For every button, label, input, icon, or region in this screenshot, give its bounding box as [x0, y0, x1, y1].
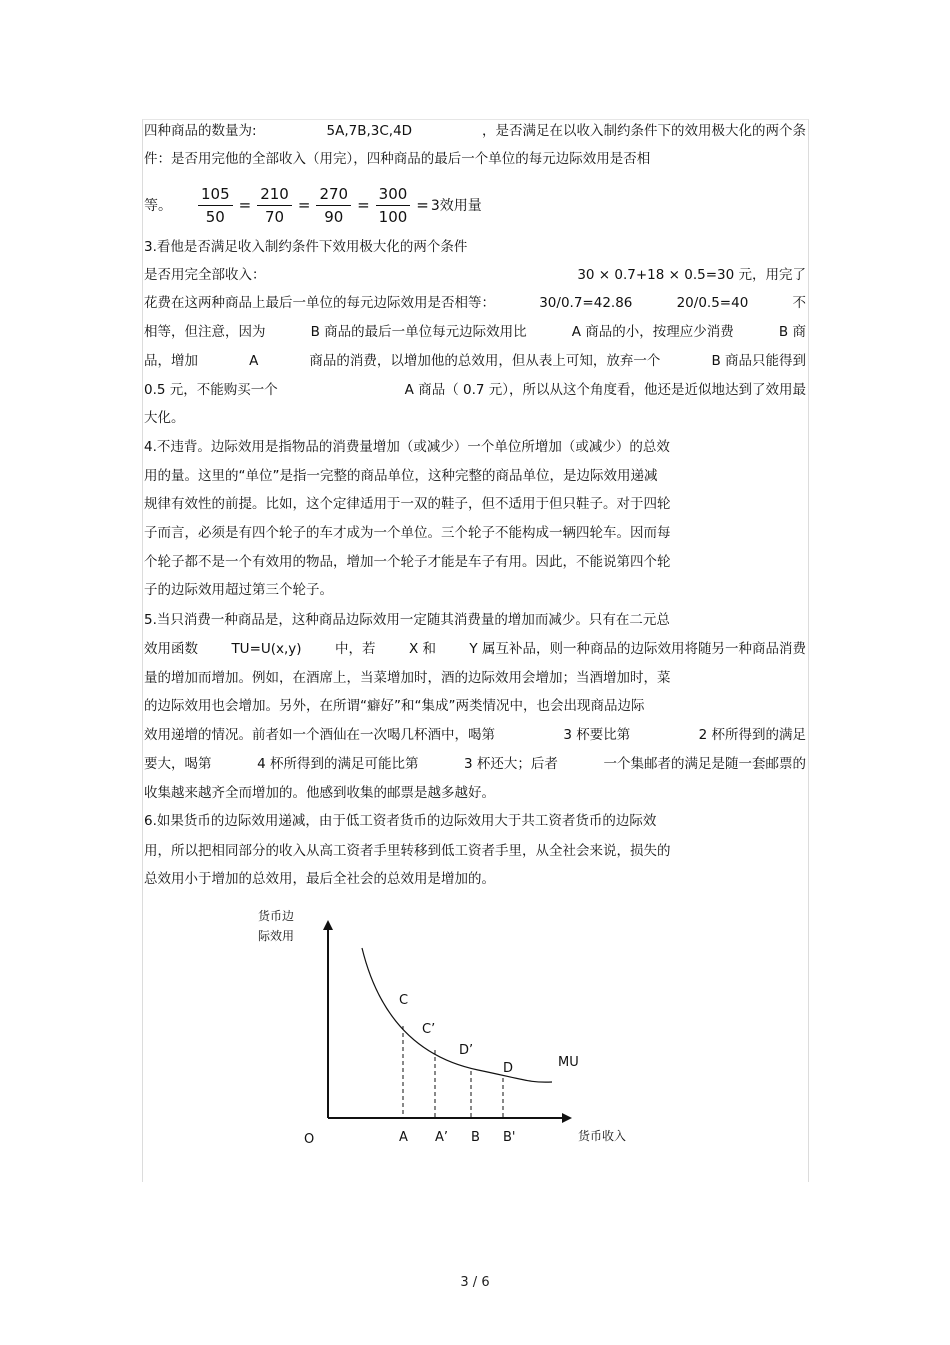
numerator: 300 — [376, 185, 411, 206]
text-segment: A 商品（ 0.7 元），所以从这个角度看，他还是近似地达到了效用最 — [404, 382, 806, 398]
series-label: MU — [558, 1055, 579, 1070]
y-axis-label: 际效用 — [258, 929, 295, 943]
mu-curve — [362, 948, 552, 1082]
text-segment: Y 属互补品，则一种商品的边际效用将随另一种商品消费 — [469, 641, 806, 657]
equation-result: 3效用量 — [430, 198, 482, 214]
text-segment: 规律有效性的前提。比如，这个定律适用于一双的鞋子，但不适用于但只鞋子。对于四轮 — [144, 496, 671, 512]
equals-sign: = — [357, 196, 370, 214]
text-segment: 3.看他是否满足收入制约条件下效用极大化的两个条件 — [144, 239, 468, 255]
text-segment: 中，若 — [335, 641, 376, 657]
denominator: 100 — [378, 207, 408, 226]
x-tick-label: B — [471, 1130, 480, 1145]
text-segment: 量的增加而增加。例如，在酒席上，当菜增加时，酒的边际效用会增加；当酒增加时，菜 — [144, 670, 671, 686]
text-segment: 30/0.7=42.86 — [539, 295, 633, 311]
x-axis-label: 货币收入 — [578, 1129, 627, 1143]
point-label: D’ — [459, 1043, 474, 1058]
text-segment: 大化。 — [144, 410, 185, 426]
text-segment: 花费在这两种商品上最后一单位的每元边际效用是否相等： — [144, 295, 495, 311]
text-segment: 3 杯要比第 — [563, 727, 631, 743]
text-segment: 的边际效用也会增加。另外，在所谓“癖好”和“集成”两类情况中，也会出现商品边际 — [144, 698, 645, 714]
text-segment: 件：是否用完他的全部收入（用完），四种商品的最后一个单位的每元边际效用是否相 — [144, 151, 651, 167]
text-segment: A — [249, 353, 259, 369]
text-segment: ，是否满足在以收入制约条件下的效用极大化的两个条 — [482, 123, 806, 139]
text-segment: TU=U(x,y) — [231, 641, 302, 657]
text-segment: B 商品只能得到 — [711, 353, 806, 369]
text-segment: 是否用完全部收入： — [144, 267, 266, 283]
point-label: C’ — [422, 1022, 436, 1037]
text-segment: 0.5 元，不能购买一个 — [144, 382, 278, 398]
text-segment: 收集越来越齐全而增加的。他感到收集的邮票是越多越好。 — [144, 785, 495, 801]
text-segment: 一个集邮者的满足是随一套邮票的 — [603, 756, 806, 772]
x-tick-label: A’ — [435, 1130, 449, 1145]
text-segment: 个轮子都不是一个有效用的物品，增加一个轮子才能是车子有用。因此，不能说第四个轮 — [144, 554, 671, 570]
point-label: C — [399, 993, 409, 1008]
text-segment: X 和 — [408, 641, 436, 657]
text-segment: 4 杯所得到的满足可能比第 — [257, 756, 419, 772]
text-segment: 效用递增的情况。前者如一个酒仙在一次喝几杯酒中，喝第 — [144, 727, 495, 743]
text-segment: 要大，喝第 — [144, 756, 212, 772]
denominator: 90 — [324, 207, 344, 226]
equals-sign: = — [238, 196, 252, 214]
text-segment: 5.当只消费一种商品是，这种商品边际效用一定随其消费量的增加而减少。只有在二元总 — [144, 612, 670, 628]
text-segment: 3 杯还大；后者 — [464, 756, 558, 772]
numerator: 270 — [316, 185, 351, 206]
numerator: 105 — [198, 185, 233, 206]
y-axis-label: 货币边 — [258, 909, 295, 923]
text-segment: 用的量。这里的“单位”是指一完整的商品单位，这种完整的商品单位，是边际效用递减 — [144, 468, 658, 484]
text-segment: 相等，但注意，因为 — [144, 324, 266, 340]
origin-label: O — [304, 1132, 315, 1147]
text-segment: 效用函数 — [144, 641, 198, 657]
text-segment: 20/0.5=40 — [676, 295, 749, 311]
text-segment: 6.如果货币的边际效用递减，由于低工资者货币的边际效用大于共工资者货币的边际效 — [144, 813, 657, 829]
text-segment: 5A,7B,3C,4D — [326, 123, 413, 139]
text-segment: B 商 — [778, 324, 806, 340]
text-segment: 四种商品的数量为: — [144, 123, 257, 139]
text-segment: B 商品的最后一单位每元边际效用比 — [310, 324, 527, 340]
text-segment: 30 × 0.7+18 × 0.5=30 元，用完了 — [577, 267, 806, 283]
text-segment: 用，所以把相同部分的收入从高工资者手里转移到低工资者手里，从全社会来说，损失的 — [144, 843, 671, 859]
text-segment: 商品的消费，以增加他的总效用，但从表上可知，放弃一个 — [309, 353, 661, 369]
page-number: 3 / 6 — [460, 1275, 490, 1290]
x-tick-label: A — [399, 1130, 408, 1145]
equation-prefix: 等。 — [144, 198, 172, 214]
numerator: 210 — [257, 185, 292, 206]
equals-sign: = — [297, 196, 311, 214]
equals-sign: = — [416, 196, 429, 214]
text-segment: 品，增加 — [144, 353, 198, 369]
x-tick-label: B' — [503, 1130, 516, 1145]
denominator: 70 — [264, 207, 285, 226]
text-segment: 不 — [792, 295, 806, 311]
point-label: D — [503, 1061, 514, 1076]
text-segment: A 商品的小，按理应少消费 — [571, 324, 734, 340]
text-segment: 总效用小于增加的总效用，最后全社会的总效用是增加的。 — [144, 871, 495, 887]
text-segment: 4.不违背。边际效用是指物品的消费量增加（或减少）一个单位所增加（或减少）的总效 — [144, 439, 670, 455]
text-segment: 子的边际效用超过第三个轮子。 — [144, 582, 333, 598]
text-segment: 子而言，必须是有四个轮子的车才成为一个单位。三个轮子不能构成一辆四轮车。因而每 — [144, 525, 671, 541]
text-segment: 2 杯所得到的满足 — [698, 727, 806, 743]
denominator: 50 — [205, 207, 225, 226]
